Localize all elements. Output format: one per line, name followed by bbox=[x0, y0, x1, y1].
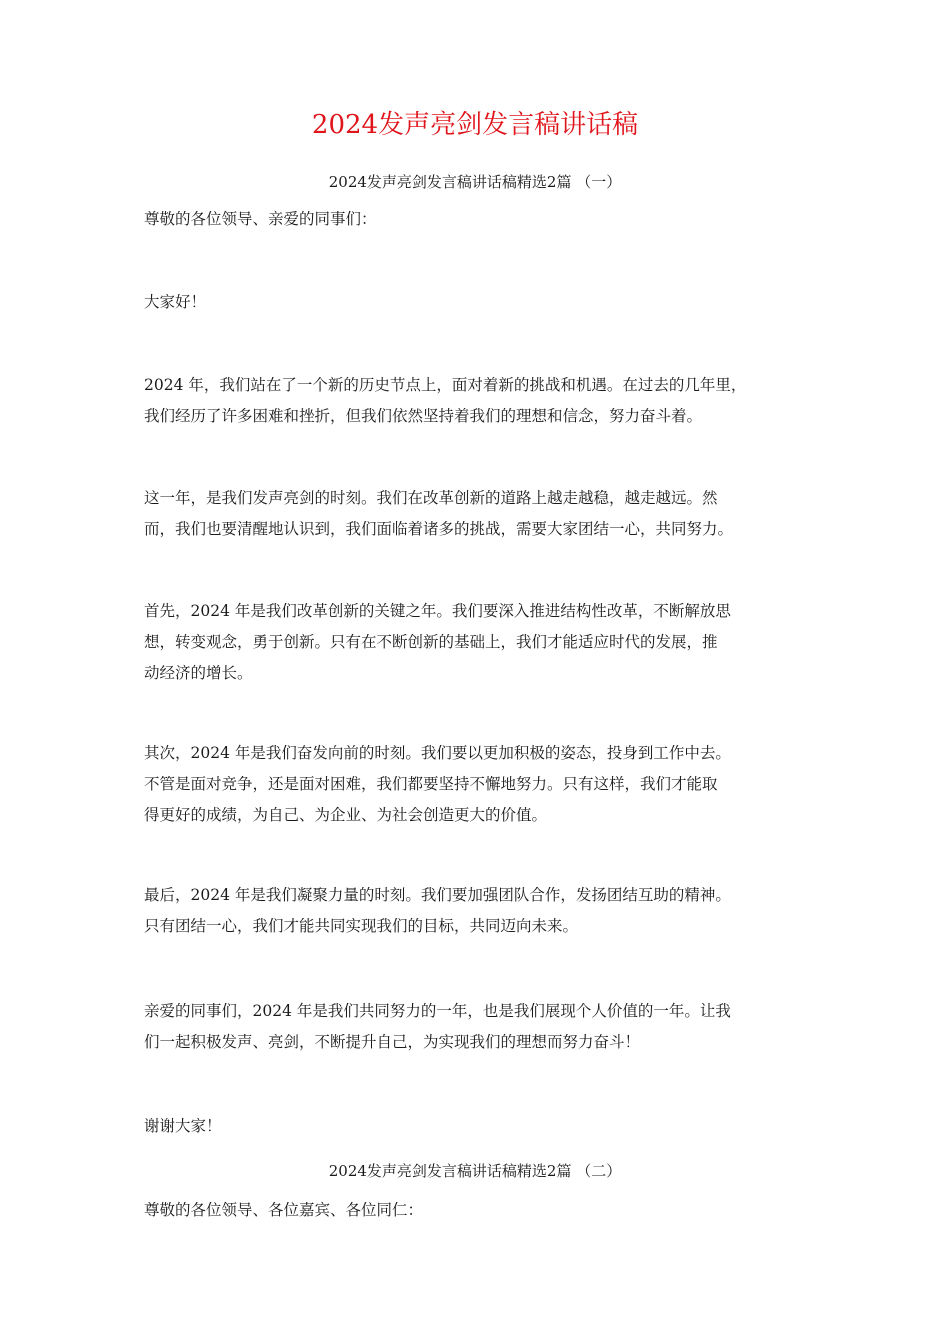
salutation-1: 尊敬的各位领导、亲爱的同事们： bbox=[144, 210, 377, 228]
salutation-2: 尊敬的各位领导、各位嘉宾、各位同仁： bbox=[144, 1201, 424, 1219]
paragraph-4 bbox=[144, 738, 834, 831]
paragraph-1 bbox=[144, 370, 834, 432]
paragraph-line: 首先，2024 年是我们改革创新的关键之年。我们要深入推进结构性改革，不断解放思 bbox=[144, 602, 731, 620]
closing: 谢谢大家！ bbox=[144, 1117, 222, 1135]
paragraph-line: 而，我们也要清醒地认识到，我们面临着诸多的挑战，需要大家团结一心，共同努力。 bbox=[144, 520, 734, 538]
section-heading-1: 2024发声亮剑发言稿讲话稿精选2篇 （一） bbox=[328, 173, 622, 191]
paragraph-line: 动经济的增长。 bbox=[144, 664, 253, 682]
paragraph-2 bbox=[144, 483, 834, 545]
paragraph-line: 这一年，是我们发声亮剑的时刻。我们在改革创新的道路上越走越稳，越走越远。然 bbox=[144, 489, 718, 507]
paragraph-6 bbox=[144, 996, 834, 1058]
section-heading-2: 2024发声亮剑发言稿讲话稿精选2篇 （二） bbox=[328, 1162, 622, 1180]
paragraph-5 bbox=[144, 880, 834, 942]
document-title: 2024发声亮剑发言稿讲话稿 bbox=[311, 110, 639, 140]
paragraph-line: 只有团结一心，我们才能共同实现我们的目标，共同迈向未来。 bbox=[144, 917, 579, 935]
paragraph-line: 2024 年，我们站在了一个新的历史节点上，面对着新的挑战和机遇。在过去的几年里， bbox=[144, 376, 747, 394]
paragraph-line: 最后，2024 年是我们凝聚力量的时刻。我们要加强团队合作，发扬团结互助的精神。 bbox=[144, 886, 731, 904]
greeting: 大家好！ bbox=[144, 293, 207, 311]
paragraph-line: 不管是面对竞争，还是面对困难，我们都要坚持不懈地努力。只有这样，我们才能取 bbox=[144, 775, 718, 793]
paragraph-3 bbox=[144, 596, 834, 689]
paragraph-line: 我们经历了许多困难和挫折，但我们依然坚持着我们的理想和信念，努力奋斗着。 bbox=[144, 407, 703, 425]
paragraph-line: 亲爱的同事们，2024 年是我们共同努力的一年，也是我们展现个人价值的一年。让我 bbox=[144, 1002, 731, 1020]
paragraph-line: 得更好的成绩，为自己、为企业、为社会创造更大的价值。 bbox=[144, 806, 548, 824]
paragraph-line: 们一起积极发声、亮剑，不断提升自己，为实现我们的理想而努力奋斗！ bbox=[144, 1033, 641, 1051]
paragraph-line: 想，转变观念，勇于创新。只有在不断创新的基础上，我们才能适应时代的发展，推 bbox=[144, 633, 718, 651]
paragraph-line: 其次，2024 年是我们奋发向前的时刻。我们要以更加积极的姿态，投身到工作中去。 bbox=[144, 744, 731, 762]
